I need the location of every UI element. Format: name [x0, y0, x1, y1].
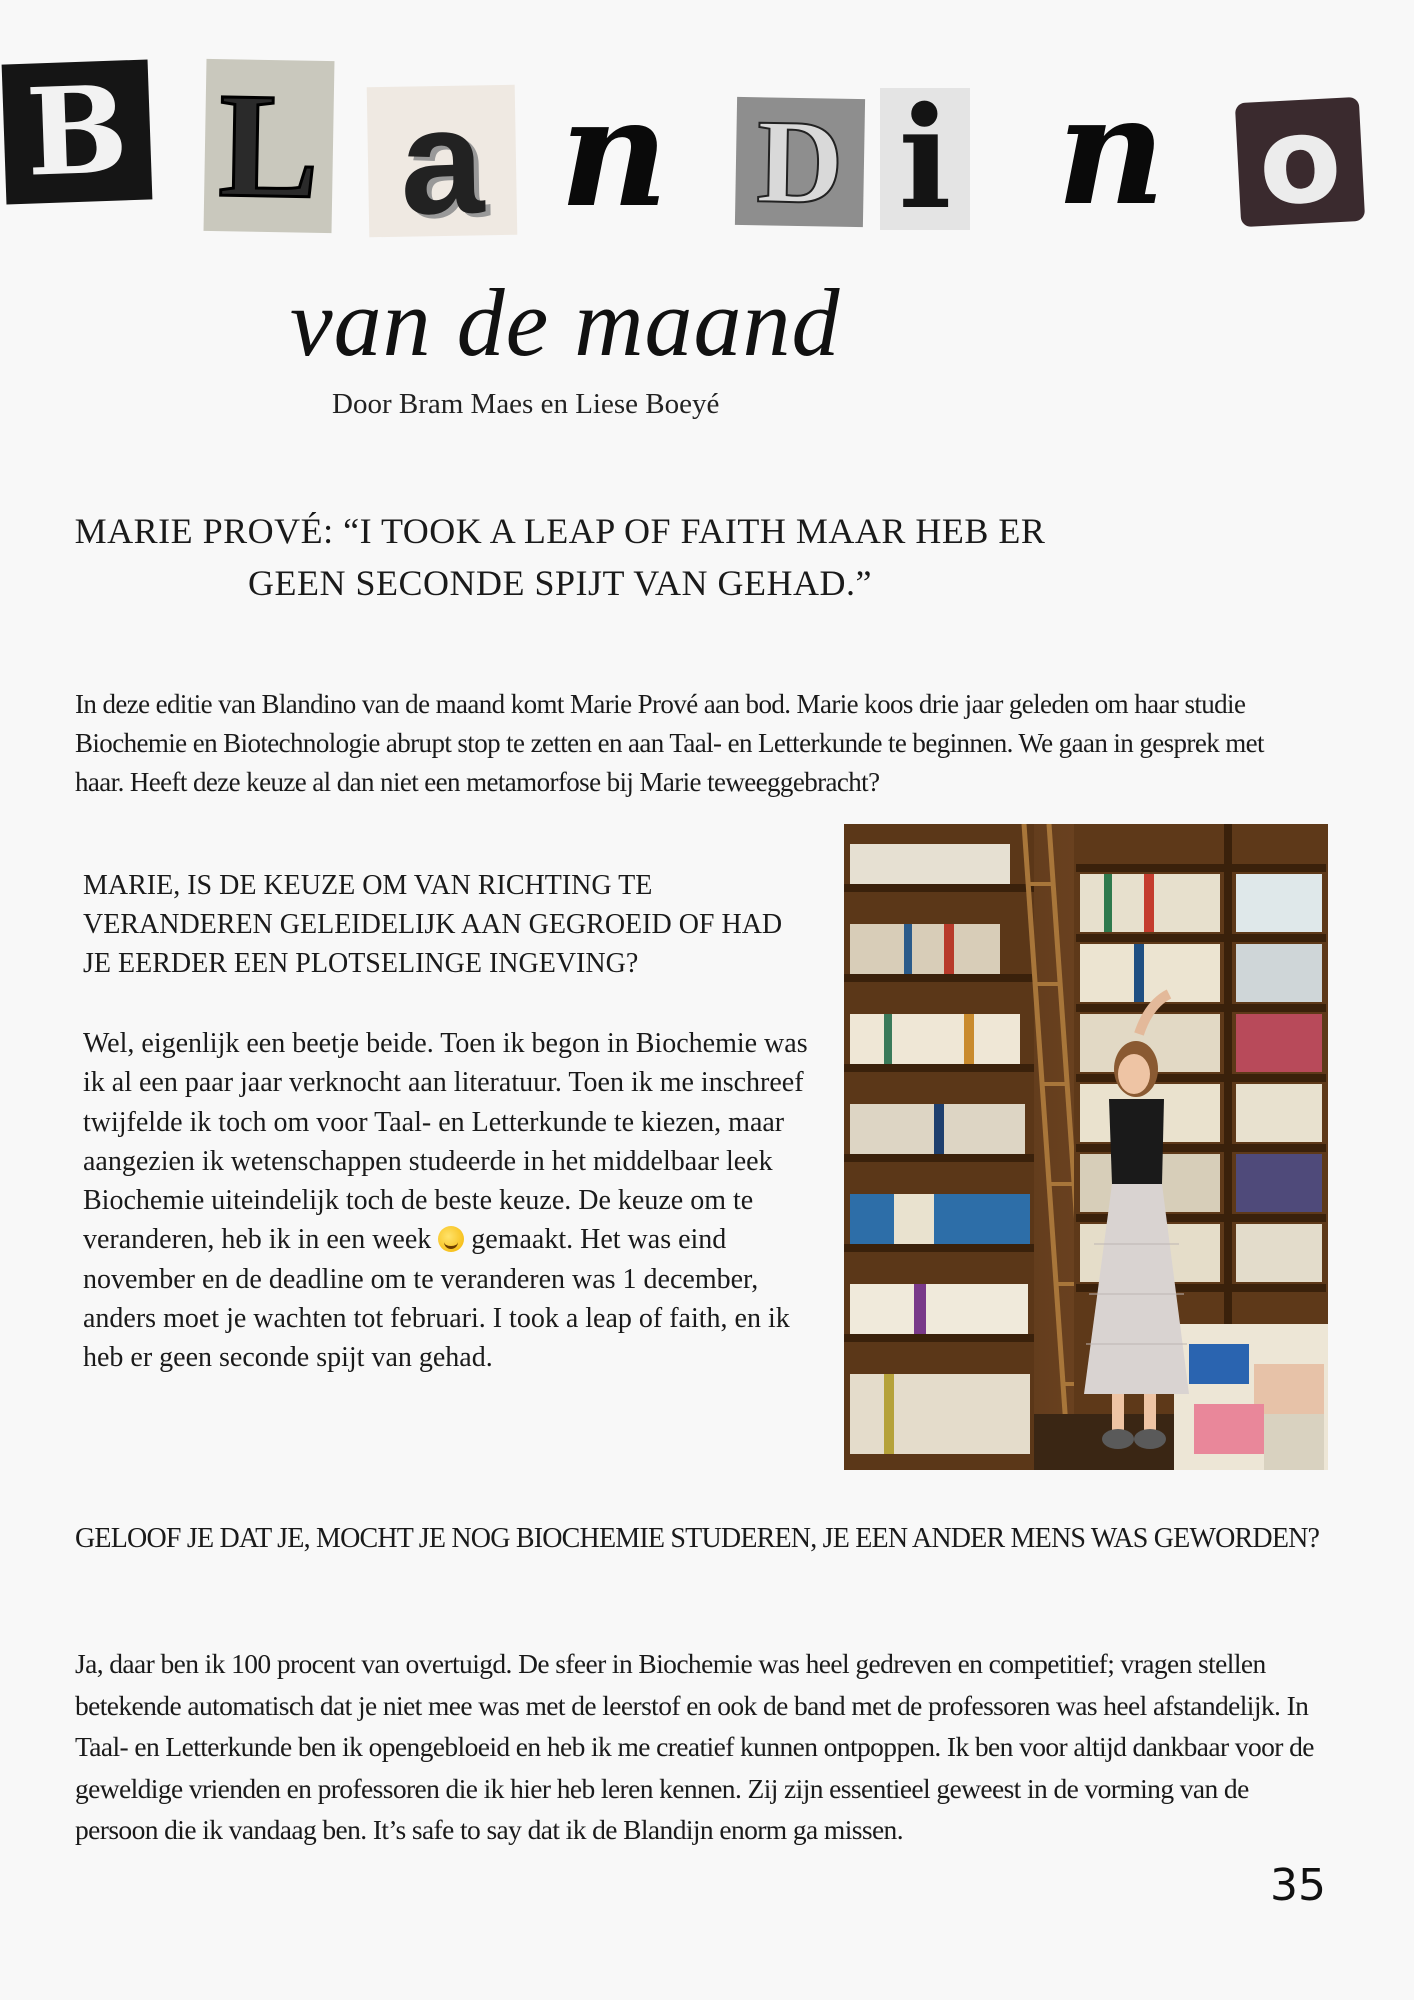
masthead-letter-b: B: [2, 59, 153, 204]
question-1: MARIE, IS DE KEUZE OM VAN RICHTING TE VERANDEREN GELEIDELIJK AAN GEGROEID OF HAD JE EERDER EEN PLOTSELINGE INGEVING?: [83, 870, 783, 979]
masthead-letter-a: a: [367, 85, 518, 238]
intro-paragraph: In deze editie van Blandino van de maand komt Marie Prové aan bod. Marie koos drie jaar geleden om haar studie Biochemie en Biotechnologie abrupt stop te zetten en aan Taal- en Letterkunde te beginnen. We gaan in gesprek met haar. Heeft deze keuze al dan niet een metamorfose bij Marie teweeggebracht?: [75, 689, 1264, 797]
masthead-letter-i: i: [880, 88, 970, 230]
question-2: GELOOF JE DAT JE, MOCHT JE NOG BIOCHEMIE STUDEREN, JE EEN ANDER MENS WAS GEWORDEN?: [75, 1523, 1320, 1554]
page-number: 35: [1270, 1860, 1326, 1911]
masthead-letter-n1: n: [559, 65, 669, 241]
masthead-letter-o: o: [1235, 97, 1365, 227]
photo-bookstore: [844, 824, 1328, 1470]
masthead-letter-n2: n: [1056, 63, 1166, 239]
article-headline: MARIE PROVÉ: “I TOOK A LEAP OF FAITH MAAR HEB ER GEEN SECONDE SPIJT VAN GEHAD.”: [74, 511, 1046, 603]
answer-1-text-a: Wel, eigenlijk een beetje beide. Toen ik begon in Biochemie was ik al een paar jaar verknocht aan literatuur. Toen ik me inschreef twijfelde ik toch om voor Taal- en Letterkunde te kiezen, maar aangezien ik wetenschappen studeerde in het middelbaar leek Biochemie uiteindelijk toch de beste keuze. De keuze om te veranderen, heb ik in een week: [83, 1028, 808, 1256]
answer-2: Ja, daar ben ik 100 procent van overtuigd. De sfeer in Biochemie was heel gedreven en competitief; vragen stellen betekende automatisch dat je niet mee was met de leerstof en ook de band met de professoren was heel afstandelijk. In Taal- en Letterkunde ben ik opengebloeid en heb ik me creatief kunnen ontpoppen. Ik ben voor altijd dankbaar voor de geweldige vrienden en professoren die ik hier heb leren kennen. Zij zijn essentieel geweest in de vorming van de persoon die ik vandaag ben. It’s safe to say dat ik de Blandijn enorm ga missen.: [75, 1648, 1314, 1845]
answer-1: [83, 1024, 813, 1378]
masthead-letter-d: D: [735, 97, 865, 227]
grinning-sweat-emoji-icon: [438, 1226, 464, 1252]
masthead-logo: [0, 52, 1414, 246]
masthead-subtitle: van de maand: [290, 269, 841, 376]
answer-1-text-b: gemaakt. Het was eind november en de deadline om te veranderen was 1 december, anders moet je wachten tot februari. I took a leap of faith, en ik heb er geen seconde spijt van gehad.: [83, 1224, 790, 1374]
masthead-letter-l: L: [204, 59, 335, 233]
byline: Door Bram Maes en Liese Boeyé: [332, 388, 720, 420]
bookstore-photo-illustration: [844, 824, 1328, 1470]
